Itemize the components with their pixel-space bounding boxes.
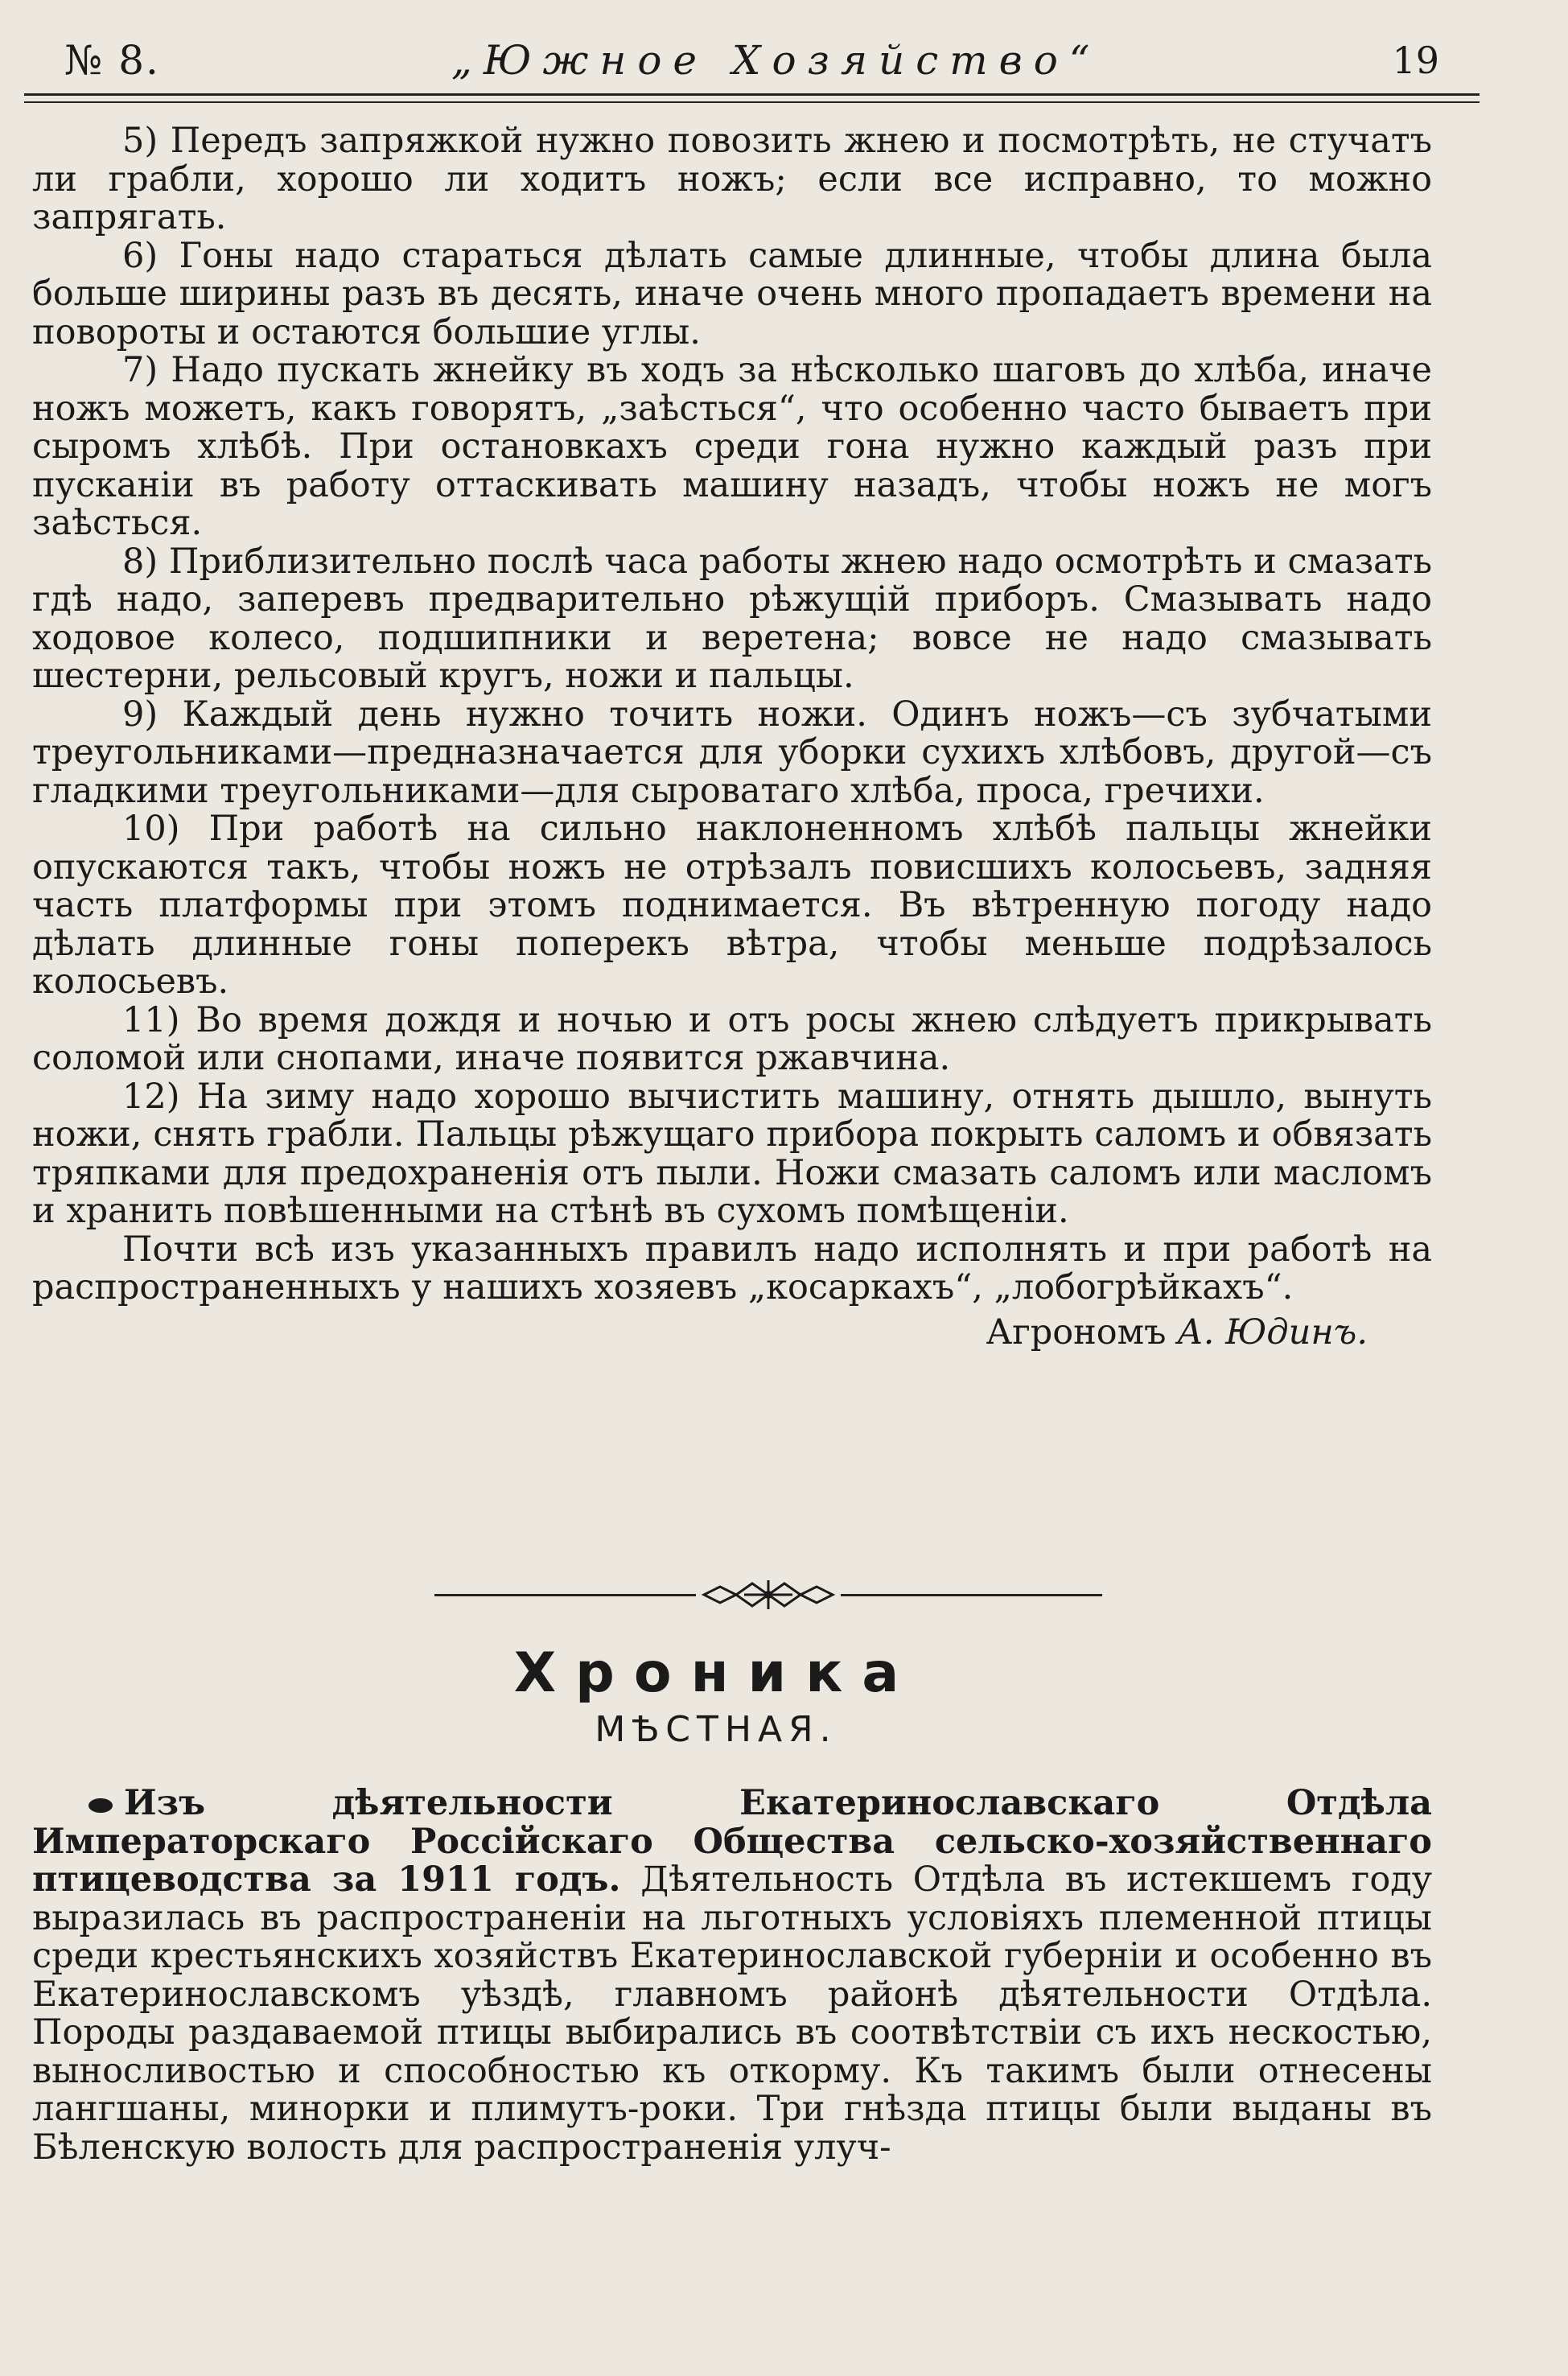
chronicle-article — [32, 1785, 1432, 2167]
paragraph-closing: Почти всѣ изъ указанныхъ правилъ надо исполнять и при работѣ на распространенныхъ у нашихъ хозяевъ „косаркахъ“, „лобогрѣйкахъ“. — [32, 1229, 1432, 1307]
header-rule-bottom — [24, 101, 1480, 103]
author-title: Агрономъ — [986, 1312, 1167, 1353]
article-title: Изъ дѣятельности Екатеринославскаго Отдѣла Императорскаго Россійскаго Общества сельско-хозяйственнаго птицеводства за 1911 годъ. — [32, 1783, 1432, 1900]
paragraph-6: 6) Гоны надо стараться дѣлать самые длинные, чтобы длина была больше ширины разъ въ десять, иначе очень много пропадаетъ времени на повороты и остаются большие углы. — [32, 235, 1432, 352]
author-name: А. Юдинъ. — [1177, 1312, 1368, 1353]
divider-line-right — [841, 1594, 1102, 1596]
chronicle-heading — [0, 1641, 1432, 1754]
author-signature — [32, 1314, 1432, 1353]
paragraph-7: 7) Надо пускать жнейку въ ходъ за нѣсколько шаговъ до хлѣба, иначе ножъ можетъ, какъ говорятъ, „заѣсться“, что особенно часто бываетъ при сыромъ хлѣбѣ. При остановкахъ среди гона нужно каждый разъ при пусканіи въ работу оттаскивать машину назадъ, чтобы ножъ не могъ заѣсться. — [32, 350, 1432, 543]
header-rule-top — [24, 93, 1480, 96]
issue-number: № 8. — [64, 37, 160, 84]
paragraph-5: 5) Передъ запряжкой нужно повозить жнею и посмотрѣть, не стучатъ ли грабли, хорошо ли ходитъ ножъ; если все исправно, то можно запрягать. — [32, 121, 1432, 237]
ornament-icon — [696, 1577, 841, 1612]
page-number: 19 — [1392, 39, 1439, 82]
bullet-icon — [88, 1798, 113, 1813]
divider-line-left — [434, 1594, 696, 1596]
chronicle-subtitle: МѢСТНАЯ. — [595, 1709, 838, 1750]
chronicle-title: Хроника — [513, 1641, 919, 1705]
article-text: Дѣятельность Отдѣла въ истекшемъ году выразилась въ распространеніи на льготныхъ условіяхъ племенной птицы среди крестьянскихъ хозяйствъ Екатеринославской губерніи и особенно въ Екатеринославскомъ уѣздѣ, главномъ районѣ дѣятельности Отдѣла. Породы раздаваемой птицы выбирались въ соотвѣтствіи съ ихъ нескостью, выносливостью и способностью къ откорму. Къ такимъ были отнесены лангшаны, минорки и плимутъ-роки. Три гнѣзда птицы были выданы въ Бѣленскую волость для распространенія улуч- — [32, 1859, 1432, 2168]
paragraph-12: 12) На зиму надо хорошо вычистить машину, отнять дышло, вынуть ножи, снять грабли. Пальцы рѣжущаго прибора покрыть саломъ и обвязать тряпками для предохраненія отъ пыли. Ножи смазать саломъ или масломъ и хранить повѣшенными на стѣнѣ въ сухомъ помѣщеніи. — [32, 1076, 1432, 1231]
paragraph-11: 11) Во время дождя и ночью и отъ росы жнею слѣдуетъ прикрывать соломой или снопами, иначе появится ржавчина. — [32, 999, 1432, 1078]
page-header — [64, 32, 1439, 89]
section-divider — [434, 1577, 1102, 1612]
article-paragraph — [32, 1785, 1432, 2167]
paragraph-9: 9) Каждый день нужно точить ножи. Одинъ ножъ—съ зубчатыми треугольниками—предназначается для уборки сухихъ хлѣбовъ, другой—съ гладкими треугольниками—для сыроватаго хлѣба, проса, гречихи. — [32, 694, 1432, 811]
journal-title: „Южное Хозяйство“ — [451, 37, 1101, 84]
paragraph-8: 8) Приблизительно послѣ часа работы жнею надо осмотрѣть и смазать гдѣ надо, заперевъ предварительно рѣжущій приборъ. Смазывать надо ходовое колесо, подшипники и веретена; вовсе не надо смазывать шестерни, рельсовый кругъ, ножи и пальцы. — [32, 541, 1432, 696]
paragraph-10: 10) При работѣ на сильно наклоненномъ хлѣбѣ пальцы жнейки опускаются такъ, чтобы ножъ не отрѣзалъ повисшихъ колосьевъ, задняя часть платформы при этомъ поднимается. Въ вѣтренную погоду надо дѣлать длинные гоны поперекъ вѣтра, чтобы меньше подрѣзалось колосьевъ. — [32, 809, 1432, 1002]
instructions-text — [32, 122, 1432, 1352]
